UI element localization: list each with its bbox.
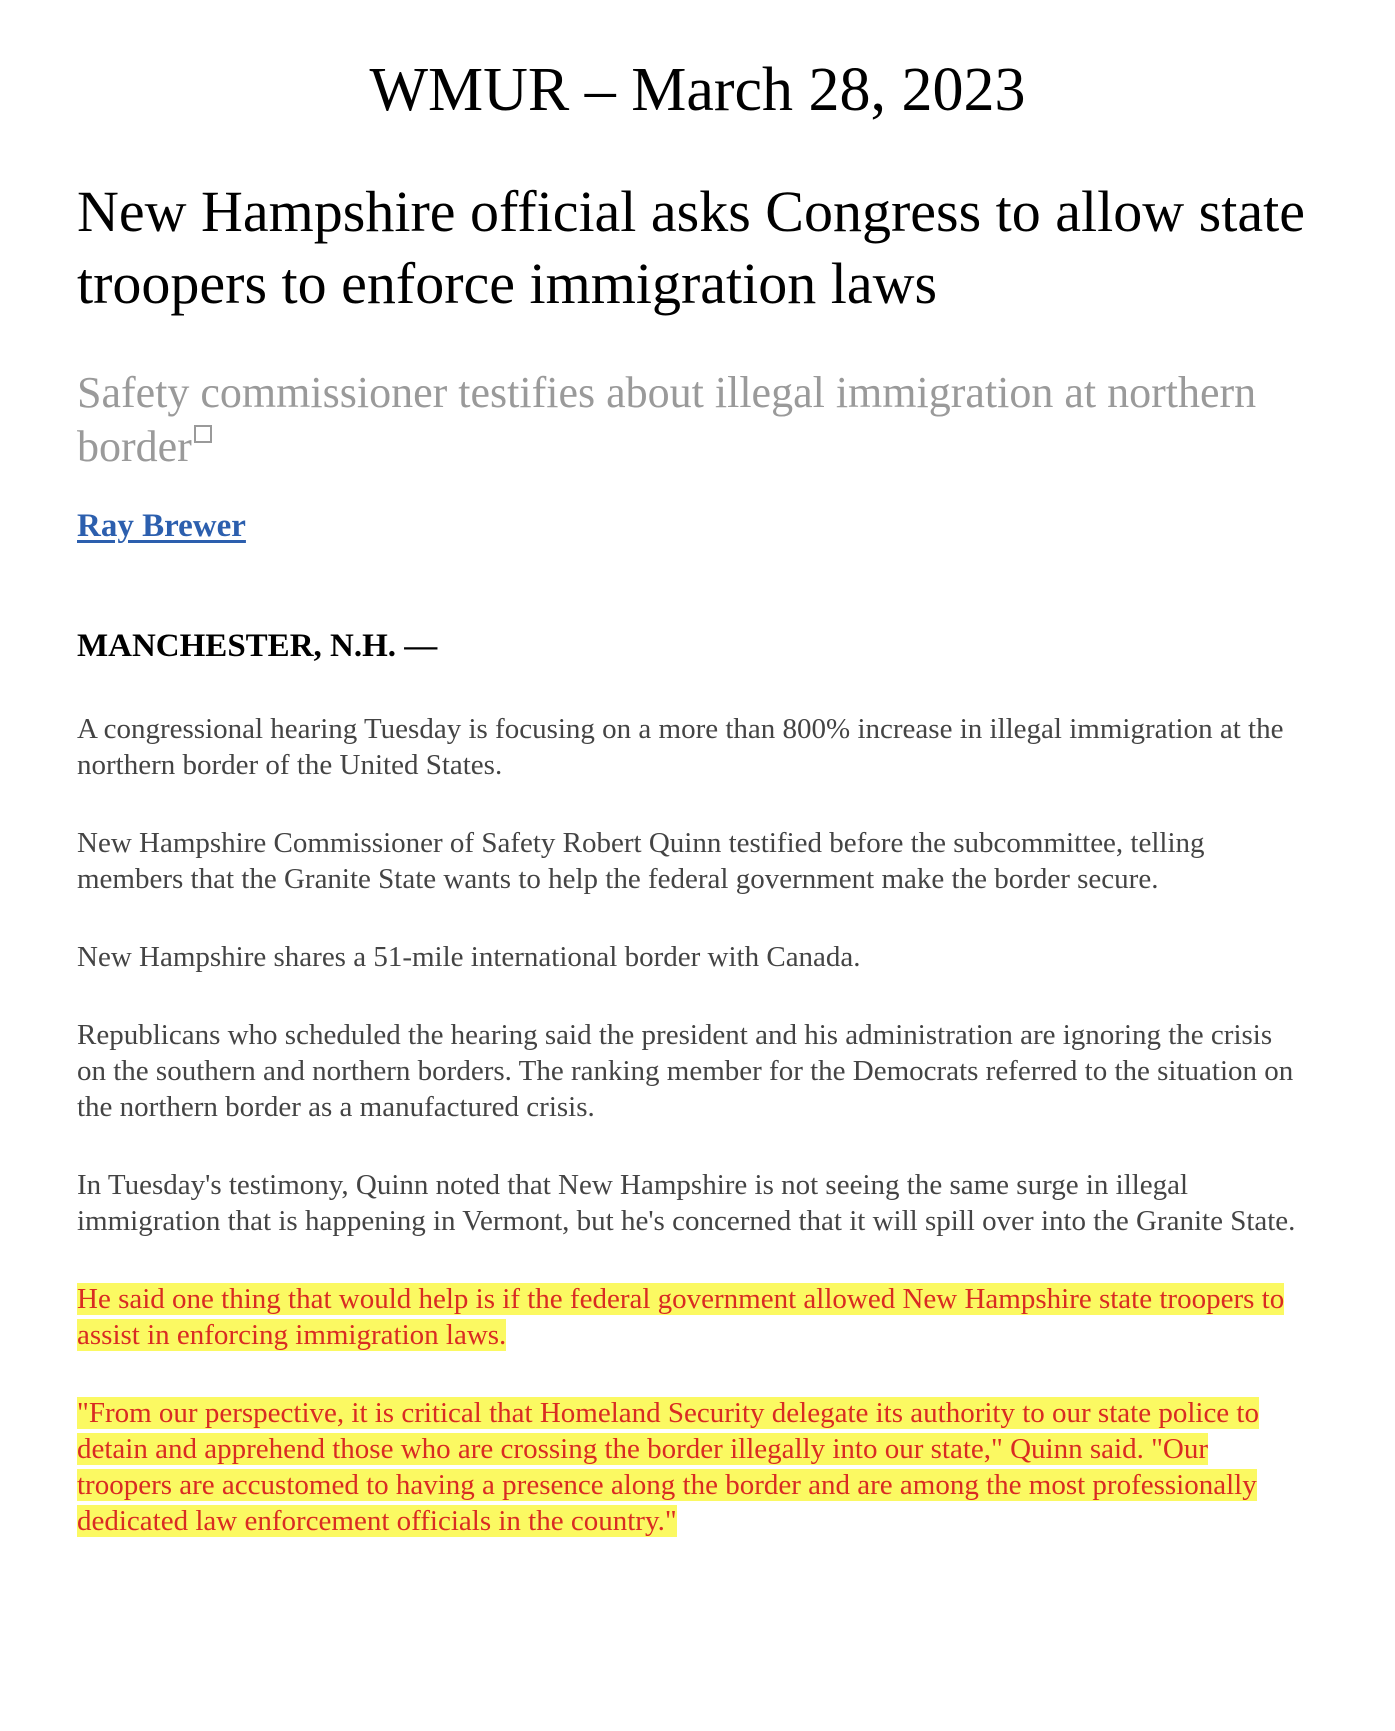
dateline: MANCHESTER, N.H. — — [77, 628, 438, 664]
paragraph: New Hampshire shares a 51-mile international border with Canada. — [77, 941, 861, 973]
subheadline-text: Safety commissioner testifies about illegal immigration at northern border — [77, 368, 1257, 471]
highlighted-text: "From our perspective, it is critical that Homeland Security delegate its authority to our state police to detain and apprehend those who are crossing the border illegally into our state," Quinn said. "Our troopers are accustomed to having a presence along the border and are among the most professionally dedicated law enforcement officials in the country." — [77, 1397, 1259, 1537]
paragraph: A congressional hearing Tuesday is focusing on a more than 800% increase in illegal immigration at the northern border of the United States. — [77, 713, 1284, 781]
masthead-title: WMUR – March 28, 2023 — [369, 56, 1026, 124]
article-subheadline — [77, 366, 1307, 474]
paragraph: Republicans who scheduled the hearing said the president and his administration are ignoring the crisis on the southern and northern borders. The ranking member for the Democrats referred to the situation on the northern border as a manufactured crisis. — [77, 1019, 1294, 1123]
paragraph: In Tuesday's testimony, Quinn noted that New Hampshire is not seeing the same surge in illegal immigration that is happening in Vermont, but he's concerned that it will spill over into the Granite State. — [77, 1169, 1296, 1237]
paragraph: New Hampshire Commissioner of Safety Robert Quinn testified before the subcommittee, telling members that the Granite State wants to help the federal government make the border secure. — [77, 827, 1205, 895]
highlighted-text: He said one thing that would help is if the federal government allowed New Hampshire state troopers to assist in enforcing immigration laws. — [77, 1283, 1285, 1351]
highlighted-paragraph — [77, 1395, 1307, 1539]
author-link[interactable]: Ray Brewer — [77, 508, 246, 544]
byline — [77, 506, 1307, 546]
highlighted-paragraph — [77, 1281, 1307, 1353]
missing-glyph-icon — [194, 425, 212, 443]
article-body — [77, 176, 1307, 1539]
article-headline: New Hampshire official asks Congress to allow state troopers to enforce immigration laws — [77, 179, 1305, 316]
